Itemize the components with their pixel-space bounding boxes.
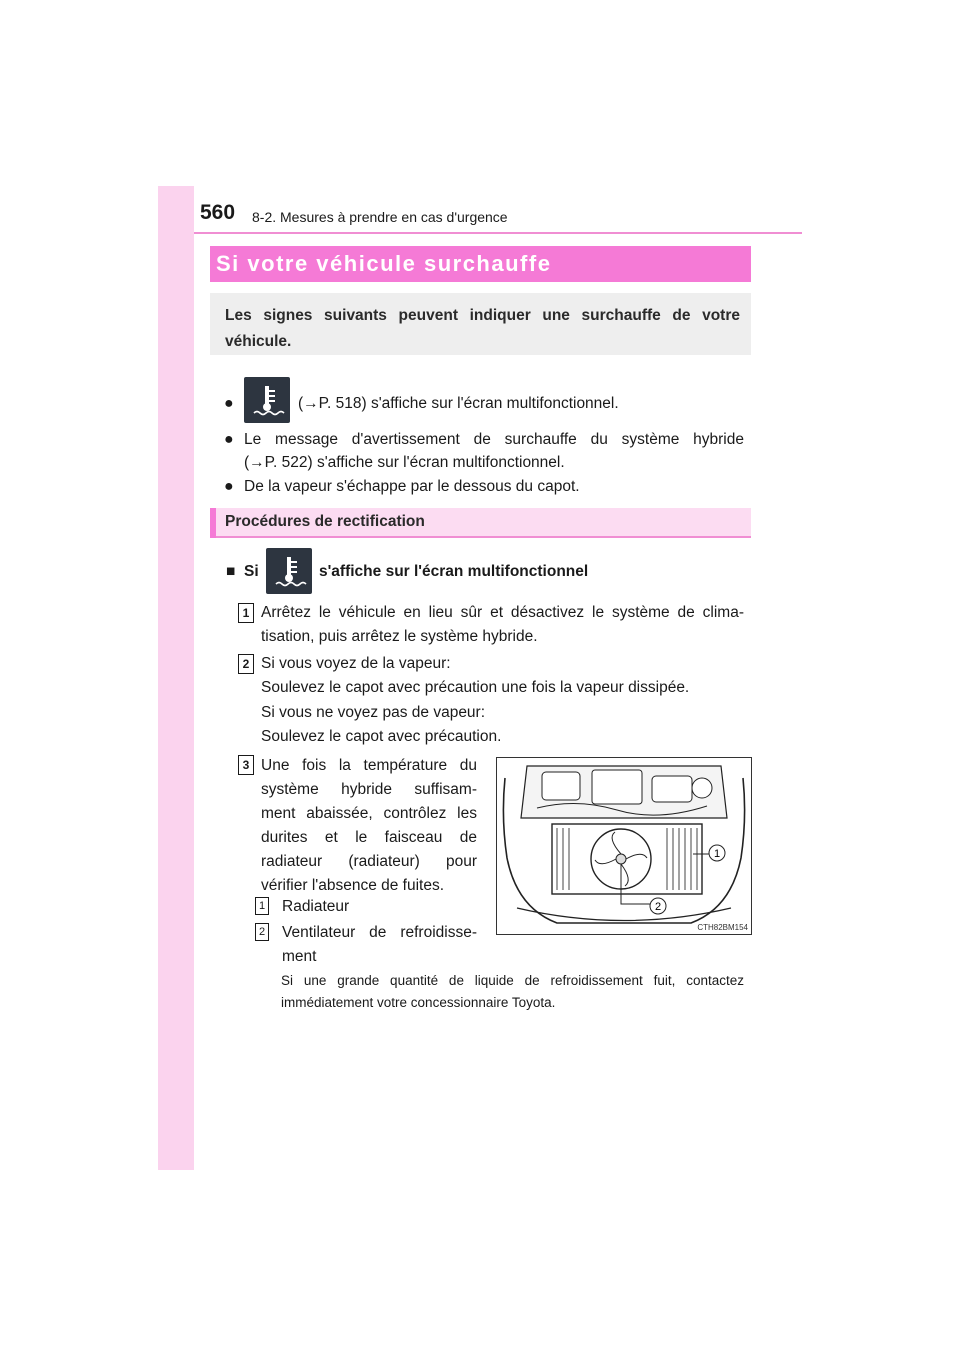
step-3-line-4: durites et le faisceau de [261, 829, 477, 846]
bullet-1-text: (→P. 518) s'affiche sur l'écran multifonctionnel. [298, 395, 619, 412]
chapter-title: 8-2. Mesures à prendre en cas d'urgence [252, 209, 508, 225]
step-number-1: 1 [238, 603, 254, 623]
step-3-line-5: radiateur (radiateur) pour [261, 853, 477, 870]
note-text [281, 970, 744, 1014]
bullet-2-line-1: Le message d'avertissement de surchauffe du système hybride [244, 431, 744, 448]
step-1-line-1: Arrêtez le véhicule en lieu sûr et désactivez le système de clima- [261, 604, 744, 621]
note-line-2: immédiatement votre concessionnaire Toyota. [281, 995, 556, 1010]
intro-box [210, 293, 751, 355]
bullet-2-line-2: (→P. 522) s'affiche sur l'écran multifonctionnel. [244, 454, 565, 471]
step-2-line-3: Si vous ne voyez pas de vapeur: [261, 704, 486, 721]
bullet-dot-icon: ● [224, 478, 234, 495]
chapter-sidebar-tab [158, 186, 194, 1170]
note-line-1: Si une grande quantité de liquide de refroidissement fuit, contactez [281, 973, 744, 988]
engine-radiator-drawing [497, 758, 751, 934]
step-2-line-2: Soulevez le capot avec précaution une fois la vapeur dissipée. [261, 679, 690, 696]
step-2-line-1: Si vous voyez de la vapeur: [261, 655, 451, 672]
step-3-line-6: vérifier l'absence de fuites. [261, 877, 445, 894]
figure-callout-1: 1 [713, 848, 721, 860]
legend-number-1: 1 [255, 897, 269, 915]
step-1-line-2: tisation, puis arrêtez le système hybride. [261, 628, 538, 645]
step-3-line-3: ment abaissée, contrôlez les [261, 805, 477, 822]
header-rule [194, 232, 802, 234]
page-number: 560 [200, 201, 236, 224]
figure-code: CTH82BM154 [697, 923, 748, 932]
intro-text: Les signes suivants peuvent indiquer une surchauffe de votre véhicule. [225, 307, 740, 350]
square-bullet-icon: ■ [226, 563, 236, 580]
procedures-heading-bar [210, 508, 751, 538]
step-2-line-4: Soulevez le capot avec précaution. [261, 728, 502, 745]
engine-bay-illustration [496, 757, 752, 935]
sub-heading-prefix: Si [244, 563, 259, 580]
procedures-heading: Procédures de rectification [225, 513, 425, 530]
bullet-3-text: De la vapeur s'échappe par le dessous du capot. [244, 478, 580, 495]
legend-number-2: 2 [255, 923, 269, 941]
coolant-temperature-warning-icon [244, 377, 290, 423]
step-3-line-1: Une fois la température du [261, 757, 477, 774]
step-number-2: 2 [238, 654, 254, 674]
sub-heading-suffix: s'affiche sur l'écran multifonctionnel [319, 563, 589, 580]
legend-ventilateur-line-1: Ventilateur de refroidisse- [282, 924, 477, 941]
legend-ventilateur-line-2: ment [282, 948, 317, 965]
section-title-bar [210, 246, 751, 282]
legend-radiateur: Radiateur [282, 898, 350, 915]
bullet-dot-icon: ● [224, 395, 234, 412]
step-number-3: 3 [238, 755, 254, 775]
figure-callout-2: 2 [654, 901, 662, 913]
step-3-line-2: système hybride suffisam- [261, 781, 477, 798]
section-title: Si votre véhicule surchauffe [216, 251, 552, 276]
bullet-dot-icon: ● [224, 431, 234, 448]
coolant-temperature-warning-icon [266, 548, 312, 594]
